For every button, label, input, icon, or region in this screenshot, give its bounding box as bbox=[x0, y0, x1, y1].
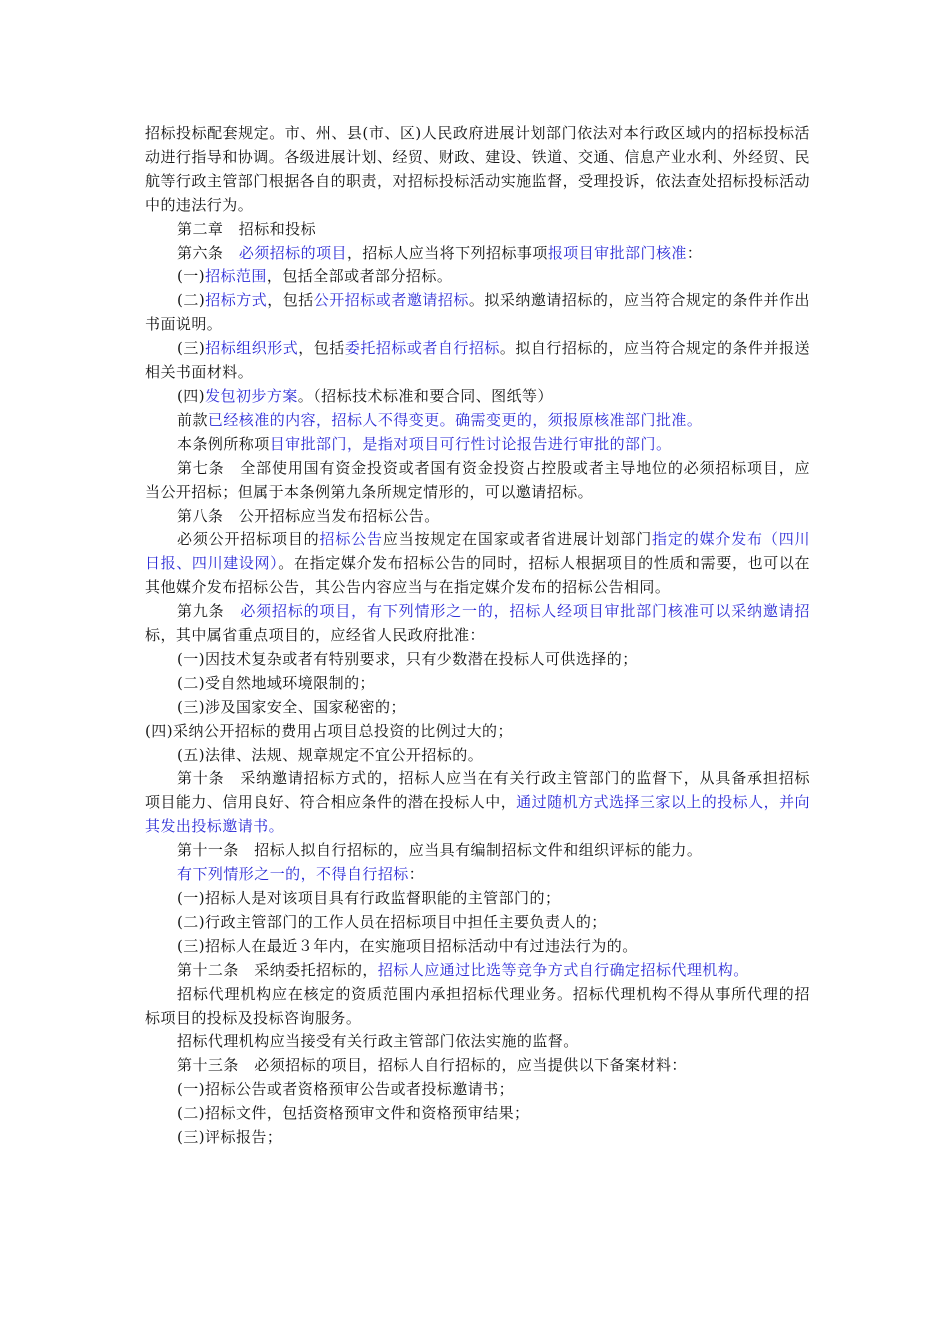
text-run: (一)因技术复杂或者有特别要求，只有少数潜在投标人可供选择的； bbox=[177, 649, 638, 668]
text-run: (三) bbox=[177, 339, 206, 358]
text-run: 第九条 bbox=[177, 602, 241, 621]
highlighted-text: 招标组织形式 bbox=[205, 339, 299, 358]
paragraph bbox=[145, 1030, 810, 1054]
paragraph bbox=[145, 505, 810, 529]
text-run: 前款 bbox=[177, 410, 208, 429]
paragraph bbox=[145, 433, 810, 457]
text-run: ，包括全部或者部分招标。 bbox=[266, 267, 453, 286]
text-run: (四)采纳公开招标的费用占项目总投资的比例过大的； bbox=[145, 721, 513, 740]
highlighted-text: 招标公告 bbox=[319, 530, 383, 549]
paragraph bbox=[145, 935, 810, 959]
paragraph bbox=[145, 983, 810, 1031]
paragraph bbox=[145, 744, 810, 768]
paragraph bbox=[145, 1054, 810, 1078]
text-run: 第十一条 招标人拟自行招标的，应当具有编制招标文件和组织评标的能力。 bbox=[177, 841, 703, 860]
highlighted-text: 有下列情形之一的，不得自行招标 bbox=[177, 865, 409, 884]
paragraph bbox=[145, 457, 810, 505]
text-run: 第十三条 必须招标的项目，招标人自行招标的，应当提供以下备案材料： bbox=[177, 1056, 687, 1075]
text-run: (四) bbox=[177, 386, 206, 405]
paragraph bbox=[145, 648, 810, 672]
paragraph bbox=[145, 1126, 810, 1150]
paragraph bbox=[145, 528, 810, 600]
text-run: 。在指定媒介发布招标公告的同时，招标人根据项目的性质和需要，也可以在其他媒介发布招标公告，其公告内容应当与在指定媒介发布的招标公告相同。 bbox=[145, 554, 810, 597]
text-run: 应当按规定在国家或者省进展计划部门 bbox=[382, 530, 653, 549]
text-run: ： bbox=[686, 243, 703, 262]
text-run: ，招标人应当将下列招标事项 bbox=[346, 243, 548, 262]
paragraph bbox=[145, 767, 810, 839]
text-run: 第十二条 采纳委托招标的， bbox=[177, 960, 378, 979]
text-run: 。拟自行招标的，应当符合规定的条件并报送相关书面材料。 bbox=[145, 339, 810, 382]
text-run: 第六条 bbox=[177, 243, 239, 262]
highlighted-text: 必须招标的项目，有下列情形之一的，招标人经项目审批部门核准可以采纳邀请招 bbox=[240, 602, 810, 621]
paragraph bbox=[145, 289, 810, 337]
text-run: (三)涉及国家安全、国家秘密的； bbox=[177, 697, 406, 716]
text-run: 第八条 公开招标应当发布招标公告。 bbox=[177, 506, 440, 525]
highlighted-text: 委托招标或者自行招标 bbox=[344, 339, 500, 358]
paragraph bbox=[145, 385, 810, 409]
text-run: 本条例所称项 bbox=[177, 434, 270, 453]
document-body bbox=[145, 122, 810, 1150]
text-run: (一) bbox=[177, 267, 206, 286]
text-run: 招标代理机构应在核定的资质范围内承担招标代理业务。招标代理机构不得从事所代理的招标项目的投标及投标咨询服务。 bbox=[145, 984, 810, 1027]
text-run: (一)招标公告或者资格预审公告或者投标邀请书； bbox=[177, 1080, 515, 1099]
paragraph bbox=[145, 672, 810, 696]
text-run: 标，其中属省重点项目的，应经省人民政府批准： bbox=[145, 626, 485, 645]
highlighted-text: 招标范围 bbox=[205, 267, 267, 286]
text-run: (二)行政主管部门的工作人员在招标项目中担任主要负责人的； bbox=[177, 912, 607, 931]
highlighted-text: 目审批部门，是指对项目可行性讨论报告进行审批的部门。 bbox=[269, 434, 672, 453]
highlighted-text: 公开招标或者邀请招标 bbox=[313, 291, 469, 310]
highlighted-text: 招标人应通过比选等竞争方式自行确定招标代理机构。 bbox=[377, 960, 749, 979]
paragraph bbox=[145, 887, 810, 911]
text-run: 招标代理机构应当接受有关行政主管部门依法实施的监督。 bbox=[177, 1032, 579, 1051]
paragraph bbox=[145, 1078, 810, 1102]
text-run: ，包括 bbox=[267, 291, 314, 310]
text-run: (二) bbox=[177, 291, 206, 310]
highlighted-text: 招标方式 bbox=[205, 291, 268, 310]
paragraph bbox=[145, 959, 810, 983]
paragraph bbox=[145, 863, 810, 887]
text-run: 第二章 招标和投标 bbox=[177, 219, 317, 238]
paragraph bbox=[145, 720, 810, 744]
highlighted-text: 通过随机方式选择三家以上的投标人，并向其发出投标邀请书。 bbox=[145, 793, 810, 836]
text-run: (五)法律、法规、规章规定不宜公开招标的。 bbox=[177, 745, 484, 764]
highlighted-text: 发包初步方案 bbox=[205, 386, 298, 405]
text-run: ： bbox=[408, 865, 425, 884]
text-run: 招标投标配套规定。市、州、县(市、区)人民政府进展计划部门依法对本行政区域内的招标投标活动进行指导和协调。各级进展计划、经贸、财政、建设、铁道、交通、信息产业水利、外经贸、民航等行政主管部门根据各自的职责，对招标投标活动实施监督，受理投诉，依法查处招标投标活动中的违法行为。 bbox=[145, 124, 810, 214]
paragraph bbox=[145, 122, 810, 218]
paragraph bbox=[145, 839, 810, 863]
text-run: 。拟采纳邀请招标的，应当符合规定的条件并作出书面说明。 bbox=[145, 291, 810, 334]
text-run: (一)招标人是对该项目具有行政监督职能的主管部门的； bbox=[177, 889, 561, 907]
text-run: (三)招标人在最近３年内，在实施项目招标活动中有过违法行为的。 bbox=[177, 936, 638, 955]
paragraph bbox=[145, 265, 810, 289]
paragraph bbox=[145, 696, 810, 720]
highlighted-text: 指定的媒介发布（四川日报、四川建设网） bbox=[145, 530, 810, 573]
text-run: (二)受自然地域环境限制的； bbox=[177, 673, 376, 692]
paragraph bbox=[145, 1102, 810, 1126]
text-run: (三)评标报告； bbox=[177, 1128, 283, 1147]
text-run: ，包括 bbox=[298, 339, 345, 358]
paragraph bbox=[145, 600, 810, 648]
text-run: 必须公开招标项目的 bbox=[177, 530, 320, 549]
paragraph bbox=[145, 409, 810, 433]
paragraph bbox=[145, 218, 810, 242]
paragraph bbox=[145, 337, 810, 385]
text-run: 。（招标技术标准和要合同、图纸等） bbox=[297, 386, 553, 405]
paragraph bbox=[145, 242, 810, 266]
text-run: (二)招标文件，包括资格预审文件和资格预审结果； bbox=[177, 1104, 530, 1123]
text-run: 第七条 全部使用国有资金投资或者国有资金投资占控股或者主导地位的必须招标项目，应当公开招标；但属于本条例第九条所规定情形的，可以邀请招标。 bbox=[145, 458, 810, 501]
highlighted-text: 已经核准的内容，招标人不得变更。确需变更的，须报原核准部门批准。 bbox=[207, 410, 703, 429]
paragraph bbox=[145, 911, 810, 935]
text-run: 第十条 采纳邀请招标方式的，招标人应当在有关行政主管部门的监督下，从具备承担招标项目能力、信用良好、符合相应条件的潜在投标人中， bbox=[145, 769, 810, 812]
highlighted-text: 必须招标的项目 bbox=[238, 243, 347, 262]
highlighted-text: 报项目审批部门核准 bbox=[547, 243, 687, 262]
